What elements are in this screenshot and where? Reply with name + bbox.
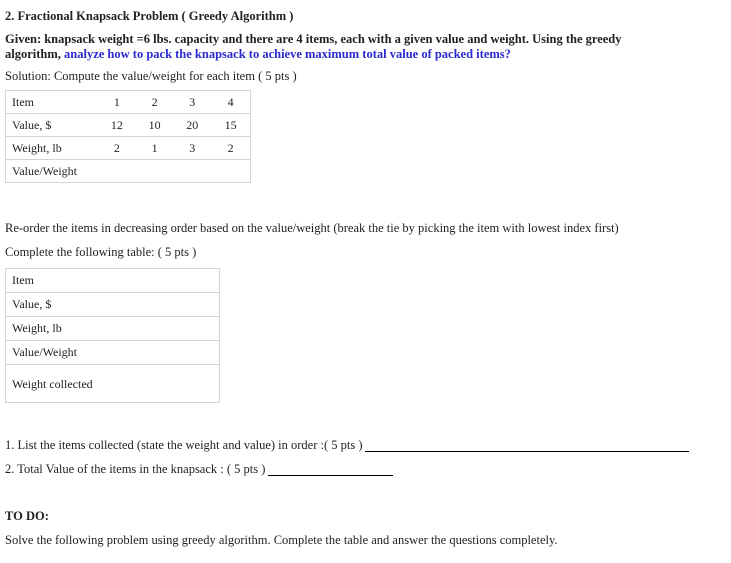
table-row	[6, 365, 220, 403]
table-row	[6, 160, 251, 183]
answer-line-1[interactable]	[365, 451, 689, 452]
table-row	[6, 137, 251, 160]
row-label: Value, $	[6, 114, 99, 137]
row-label: Weight, lb	[6, 317, 220, 341]
given-line-2	[5, 47, 511, 62]
table-cell: 20	[173, 114, 211, 137]
problem-title: 2. Fractional Knapsack Problem ( Greedy Algorithm )	[5, 9, 294, 23]
table-row	[6, 341, 220, 365]
table-row	[6, 269, 220, 293]
todo-text: Solve the following problem using greedy algorithm. Complete the table and answer the questions completely.	[5, 533, 558, 547]
value-weight-table	[5, 90, 251, 183]
table-row	[6, 91, 251, 114]
table-cell: 2	[98, 137, 136, 160]
complete-instruction: Complete the following table: ( 5 pts )	[5, 245, 197, 259]
table-cell	[136, 160, 174, 183]
table-cell: 12	[98, 114, 136, 137]
row-label: Weight collected	[6, 365, 220, 403]
row-label: Item	[6, 91, 99, 114]
question-2: 2. Total Value of the items in the knapsack : ( 5 pts )	[5, 462, 266, 476]
table-row	[6, 114, 251, 137]
table-cell: 15	[211, 114, 250, 137]
table-cell: 1	[136, 137, 174, 160]
reordered-table	[5, 268, 220, 403]
given-line-1: Given: knapsack weight =6 lbs. capacity and there are 4 items, each with a given value and weight. Using the greedy	[5, 32, 622, 46]
table-row	[6, 317, 220, 341]
question-1: 1. List the items collected (state the weight and value) in order :( 5 pts )	[5, 438, 363, 452]
given-line-2-text: algorithm,	[5, 47, 65, 61]
todo-label: TO DO:	[5, 509, 49, 523]
row-label: Weight, lb	[6, 137, 99, 160]
reorder-instruction: Re-order the items in decreasing order based on the value/weight (break the tie by picking the item with lowest index first)	[5, 221, 619, 235]
table-cell: 4	[211, 91, 250, 114]
table-cell: 2	[211, 137, 250, 160]
answer-line-2[interactable]	[268, 475, 393, 476]
row-label: Item	[6, 269, 220, 293]
table-row	[6, 293, 220, 317]
given-question: analyze how to pack the knapsack to achieve maximum total value of packed items?	[64, 47, 511, 61]
table-cell	[98, 160, 136, 183]
row-label: Value/Weight	[6, 160, 99, 183]
row-label: Value/Weight	[6, 341, 220, 365]
table-cell: 2	[136, 91, 174, 114]
row-label: Value, $	[6, 293, 220, 317]
table-cell	[211, 160, 250, 183]
table-cell: 1	[98, 91, 136, 114]
table-cell: 10	[136, 114, 174, 137]
table-cell: 3	[173, 137, 211, 160]
table-cell	[173, 160, 211, 183]
table-cell: 3	[173, 91, 211, 114]
solution-instruction: Solution: Compute the value/weight for each item ( 5 pts )	[5, 69, 297, 83]
